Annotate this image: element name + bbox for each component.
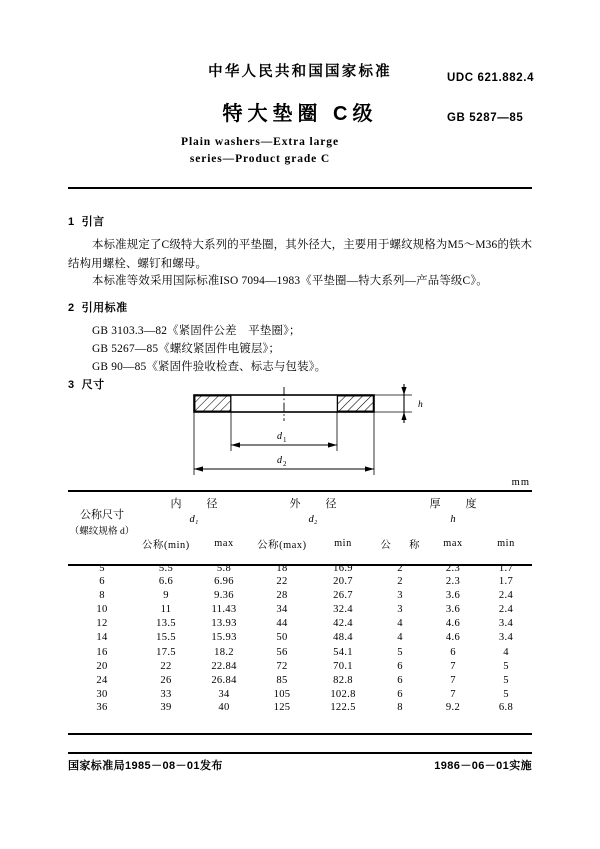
cell-h-max: 4.6 — [445, 632, 461, 644]
cell-d2-min: 82.8 — [333, 674, 353, 686]
inner-diameter-label: 内 径 — [170, 498, 225, 510]
cell-d1-nominal: 11 — [160, 603, 172, 615]
cell-nominal-size: 36 — [96, 701, 108, 713]
table-row — [68, 588, 532, 602]
cell-h-max: 7 — [450, 689, 456, 701]
english-title-line2: series—Product grade C — [189, 153, 331, 165]
cell-nominal-size: 6 — [99, 575, 105, 587]
hatch-left — [195, 396, 231, 411]
table-row — [68, 617, 532, 631]
cell-h-min: 4 — [503, 646, 509, 658]
section-3-heading — [68, 376, 105, 392]
cell-h-nominal: 8 — [397, 701, 403, 713]
cell-h-min: 3.4 — [498, 632, 514, 644]
subcol-d1-nominal-min: 公称(min) — [142, 540, 190, 551]
cell-d2-nominal: 56 — [276, 646, 288, 658]
subcol-d2-min: min — [334, 538, 352, 549]
cell-nominal-size: 30 — [96, 689, 108, 701]
d1-arrow-right — [328, 442, 337, 447]
cell-d2-nominal: 72 — [276, 660, 288, 672]
cell-d1-nominal: 6.6 — [158, 575, 174, 587]
cell-d1-max: 40 — [218, 701, 230, 713]
table-body — [68, 555, 532, 720]
cell-h-min: 5 — [503, 660, 509, 672]
subcol-h-max: max — [443, 538, 463, 549]
standard-number: GB 5287—85 — [447, 112, 524, 124]
col-header-nominal-size — [68, 492, 136, 555]
cell-d2-nominal: 28 — [276, 589, 288, 601]
hatch-right — [337, 396, 373, 411]
washer-cross-section-drawing — [180, 383, 440, 479]
cell-h-min: 1.7 — [498, 575, 514, 587]
cell-h-min: 6.8 — [498, 701, 514, 713]
cell-d1-nominal: 15.5 — [156, 632, 176, 644]
section-3-number: 3 — [68, 379, 75, 391]
referenced-standard-item: GB 90—85《紧固件验收检查、标志与包装》。 — [92, 361, 327, 373]
cell-nominal-size: 10 — [96, 603, 108, 615]
table-row — [68, 702, 532, 720]
h-arrow-bottom — [401, 412, 406, 420]
thickness-label: 厚 度 — [429, 498, 484, 510]
table-row — [68, 555, 532, 574]
cell-h-nominal: 3 — [397, 589, 403, 601]
table-row — [68, 659, 532, 673]
cell-d1-max: 6.96 — [214, 575, 234, 587]
udc-number: UDC 621.882.4 — [447, 72, 535, 84]
section-1-paragraph-2: 本标准等效采用国际标准ISO 7094—1983《平垫圈—特大系列—产品等级C》。 — [92, 275, 488, 287]
section-1-number: 1 — [68, 216, 75, 228]
table-group-header-row — [68, 492, 532, 532]
table-row — [68, 574, 532, 588]
h-label: h — [418, 400, 423, 410]
cell-d1-nominal: 22 — [160, 660, 172, 672]
cell-d1-max: 9.36 — [214, 589, 234, 601]
cell-nominal-size: 8 — [99, 589, 105, 601]
cell-d1-nominal: 17.5 — [156, 646, 176, 658]
cell-d2-nominal: 85 — [276, 674, 288, 686]
table-sub-header-row — [68, 532, 532, 555]
dimensions-table — [68, 492, 532, 720]
section-2-number: 2 — [68, 302, 75, 314]
cell-d2-min: 32.4 — [333, 603, 353, 615]
d2-arrow-left — [194, 466, 203, 471]
cell-d2-min: 26.7 — [333, 589, 353, 601]
cell-h-min: 2.4 — [498, 603, 514, 615]
cell-h-nominal: 5 — [397, 646, 403, 658]
outer-diameter-label: 外 径 — [289, 498, 344, 510]
cell-h-max: 9.2 — [445, 701, 461, 713]
cell-d1-nominal: 39 — [160, 701, 172, 713]
cell-d2-min: 54.1 — [333, 646, 353, 658]
cell-d2-nominal: 125 — [273, 701, 291, 713]
cell-d1-max: 18.2 — [214, 646, 234, 658]
section-1-paragraph-1: 本标准规定了C级特大系列的平垫圈，其外径大，主要用于螺纹规格为M5～M36的铁木结构用螺栓、螺钉和螺母。 — [68, 239, 533, 270]
col-header-thickness — [374, 492, 532, 532]
cell-nominal-size: 24 — [96, 674, 108, 686]
cell-nominal-size: 20 — [96, 660, 108, 672]
referenced-standard-item: GB 5267—85《螺纹紧固件电镀层》； — [92, 343, 281, 355]
table-row — [68, 602, 532, 616]
table-bottom-rule — [68, 733, 532, 735]
cell-d1-max: 22.84 — [211, 660, 237, 672]
cell-d2-min: 122.5 — [330, 701, 356, 713]
table-unit-label: mm — [511, 477, 530, 488]
cell-d1-nominal: 9 — [163, 589, 169, 601]
d1-label: d — [277, 431, 282, 442]
cell-h-nominal: 4 — [397, 632, 403, 644]
cell-h-max: 6 — [450, 646, 456, 658]
cell-h-nominal: 6 — [397, 660, 403, 672]
cell-d2-nominal: 44 — [276, 618, 288, 630]
table-row — [68, 645, 532, 659]
section-1-heading — [68, 213, 105, 229]
english-title-line1: Plain washers—Extra large — [181, 136, 339, 148]
cell-d1-nominal: 26 — [160, 674, 172, 686]
cell-d1-nominal: 33 — [160, 689, 172, 701]
cell-h-max: 3.6 — [445, 589, 461, 601]
h-arrow-top — [401, 387, 406, 395]
cell-d2-min: 20.7 — [333, 575, 353, 587]
thickness-symbol: h — [450, 514, 456, 525]
outer-diameter-symbol: d₂ — [308, 514, 318, 525]
cell-d2-nominal: 34 — [276, 603, 288, 615]
section-1-title: 引言 — [81, 216, 105, 228]
cell-nominal-size: 12 — [96, 618, 108, 630]
cell-h-max: 2.3 — [445, 563, 461, 574]
cell-d2-nominal: 105 — [273, 689, 291, 701]
d1-label-subscript: 1 — [283, 436, 287, 444]
cell-d2-min: 70.1 — [333, 660, 353, 672]
d2-arrow-right — [365, 466, 374, 471]
cell-h-max: 3.6 — [445, 603, 461, 615]
table-row — [68, 688, 532, 702]
subcol-h-nominal: 公 称 — [380, 540, 424, 551]
cell-d2-nominal: 22 — [276, 575, 288, 587]
cell-h-nominal: 6 — [397, 674, 403, 686]
cell-d1-max: 34 — [218, 689, 230, 701]
effective-date-text: 1986－06－01实施 — [434, 760, 532, 772]
cell-d2-min: 102.8 — [330, 689, 356, 701]
issue-date-text: 国家标准局1985－08－01发布 — [68, 760, 223, 772]
cell-h-min: 5 — [503, 689, 509, 701]
washer-diagram-svg — [180, 383, 440, 479]
cell-nominal-size: 5 — [99, 563, 105, 574]
cell-h-nominal: 4 — [397, 618, 403, 630]
col-header-inner-diameter — [136, 492, 252, 532]
cell-h-nominal: 3 — [397, 603, 403, 615]
cell-nominal-size: 16 — [96, 646, 108, 658]
cell-h-max: 7 — [450, 660, 456, 672]
cell-d2-min: 48.4 — [333, 632, 353, 644]
subcol-d1-max: max — [214, 538, 234, 549]
d1-arrow-left — [231, 442, 240, 447]
cell-d1-max: 15.93 — [211, 632, 237, 644]
cell-h-min: 3.4 — [498, 618, 514, 630]
cell-d1-max: 5.8 — [216, 563, 232, 574]
cell-d1-max: 11.43 — [211, 603, 237, 615]
subcol-h-min: min — [497, 538, 515, 549]
cell-d1-nominal: 13.5 — [156, 618, 176, 630]
table-row — [68, 631, 532, 645]
d2-label: d — [277, 455, 282, 466]
footer-divider-rule — [68, 752, 532, 754]
section-2-title: 引用标准 — [81, 302, 128, 314]
cell-h-nominal: 6 — [397, 689, 403, 701]
section-2-heading — [68, 299, 128, 315]
national-standard-label: 中华人民共和国国家标准 — [208, 64, 392, 80]
cell-h-min: 2.4 — [498, 589, 514, 601]
cell-h-max: 4.6 — [445, 618, 461, 630]
header-divider-rule — [68, 187, 532, 189]
nominal-size-label: 公称尺寸 — [80, 509, 124, 521]
cell-h-min: 1.7 — [498, 563, 514, 574]
cell-d2-min: 42.4 — [333, 618, 353, 630]
inner-diameter-symbol: d₁ — [189, 514, 199, 525]
subcol-d2-nominal-max: 公称(max) — [257, 540, 307, 551]
cell-d1-max: 26.84 — [211, 674, 237, 686]
section-3-title: 尺寸 — [81, 379, 105, 391]
cell-h-min: 5 — [503, 674, 509, 686]
english-title — [110, 134, 410, 168]
cell-d2-nominal: 18 — [276, 563, 288, 574]
cell-d1-nominal: 5.5 — [158, 563, 174, 574]
cell-d2-nominal: 50 — [276, 632, 288, 644]
cell-nominal-size: 14 — [96, 632, 108, 644]
cell-d2-min: 16.9 — [333, 563, 353, 574]
referenced-standard-item: GB 3103.3—82《紧固件公差 平垫圈》； — [92, 325, 301, 337]
cell-d1-max: 13.93 — [211, 618, 237, 630]
d2-label-subscript: 2 — [283, 460, 287, 468]
cell-h-max: 7 — [450, 674, 456, 686]
table-row — [68, 673, 532, 687]
col-header-outer-diameter — [252, 492, 374, 532]
nominal-size-sublabel: （螺纹规格 d） — [69, 526, 135, 537]
cell-h-max: 2.3 — [445, 575, 461, 587]
cell-h-nominal: 2 — [397, 563, 403, 574]
page-title: 特大垫圈 C级 — [222, 103, 378, 125]
cell-h-nominal: 2 — [397, 575, 403, 587]
